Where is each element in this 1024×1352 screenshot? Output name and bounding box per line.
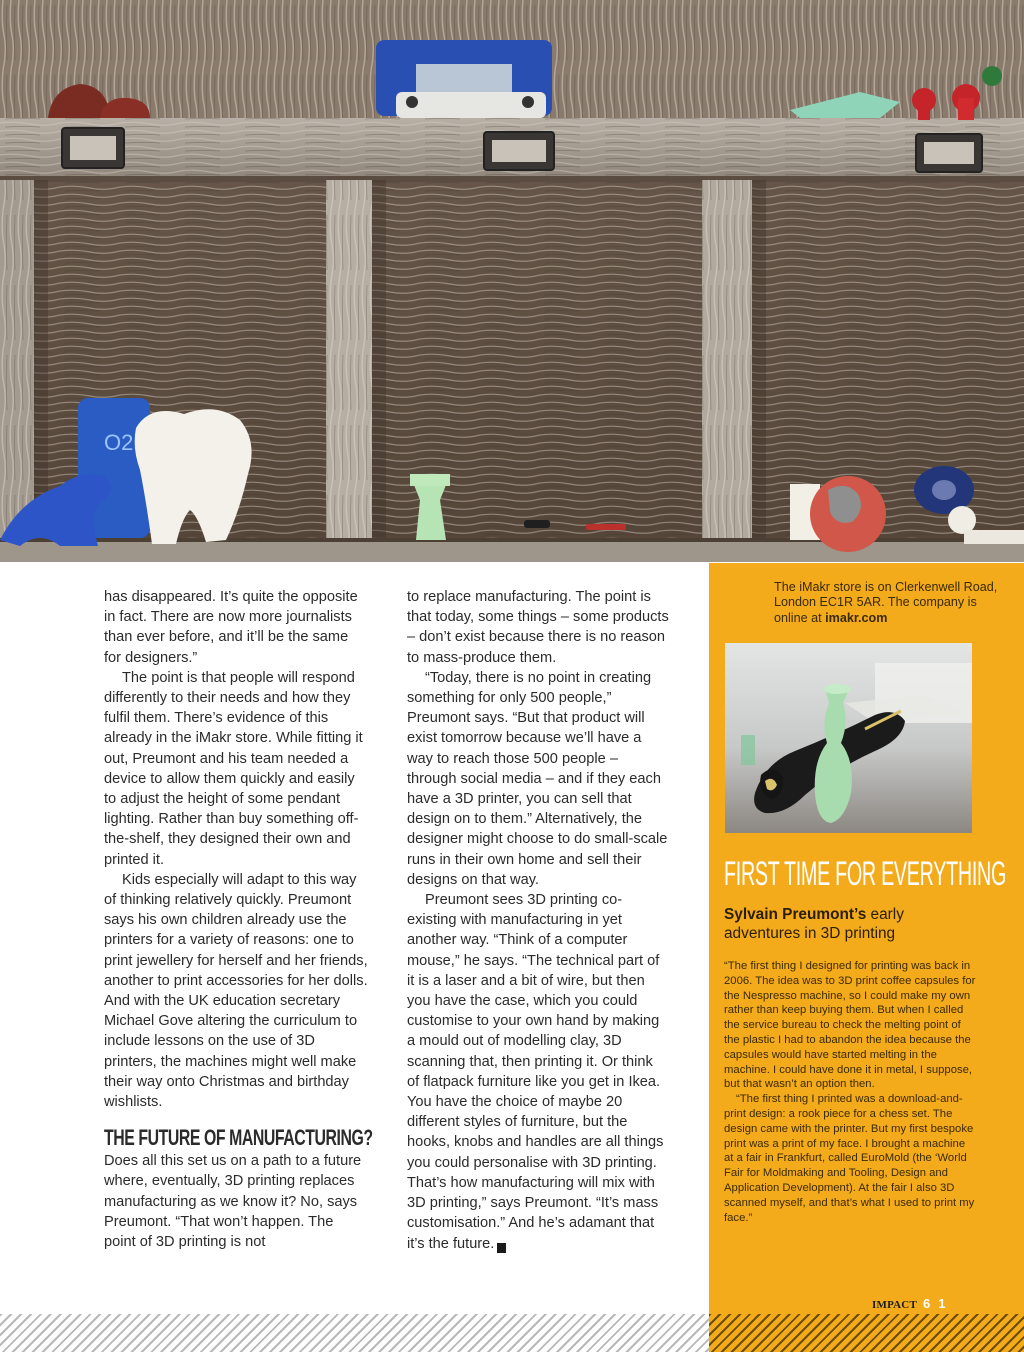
article-paragraph: to replace manufacturing. The point is that today, some things – some products – don’t exist because there is no reason to mass-produce them.	[407, 589, 669, 666]
sidebar-title: FIRST TIME FOR EVERYTHING	[724, 855, 1007, 893]
sidebar-deck-text: early adventures in 3D printing	[724, 906, 904, 942]
article-paragraph: Kids especially will adapt to this way of thinking relatively quickly. Preumont says his own children already use the printers for a variety of reasons: one to print jewellery for herself and her friends, another to print accessories for her dolls. And with the UK education secretary Michael Gove altering the curriculum to include lessons on the use of 3D printers, the machines might well make their way onto Christmas and birthday wishlists.	[104, 871, 368, 1111]
caption-link[interactable]: imakr.com	[825, 610, 888, 625]
sidebar-body	[724, 959, 976, 1225]
sidebar-panel	[709, 563, 1024, 1352]
article-paragraph-text: Preumont sees 3D printing co-existing with manufacturing in yet another way. “Think of a computer mouse,” he says. “The technical part of it is a laser and a bit of wire, but then you have the case, which you could customise to your own hand by making a mould out of modelling clay, 3D scanning that, then printing it. Or think of flatpack furniture like you get in Ikea. You have the choice of maybe 20 different styles of furniture, but the hooks, knobs and handles are all things you could personalise with 3D printing. That’s how manufacturing will mix with 3D printing,” says Preumont. “It’s mass customisation.” And he’s adamant that it’s the future.	[407, 892, 664, 1252]
article-column-2	[407, 587, 669, 1254]
sidebar-deck-name: Sylvain Preumont’s	[724, 906, 867, 923]
footer-hatch-pattern	[0, 1314, 709, 1352]
article-subhead: THE FUTURE OF MANUFACTURING?	[104, 1125, 373, 1151]
caption-text: The iMakr store is on Clerkenwell Road, London EC1R 5AR. The company is online at	[774, 580, 998, 625]
article-column-1	[104, 587, 373, 1252]
end-mark-icon: I	[497, 1243, 506, 1253]
phone-case-label: O2	[104, 430, 134, 455]
page-number: 61	[923, 1296, 954, 1311]
page-folio	[872, 1296, 953, 1311]
sidebar-paragraph: “The first thing I designed for printing was back in 2006. The idea was to 3D print coffee capsules for the Nespresso machine, so I could make my own rather than keep buying them. But when I called the service bureau to check the melting point of the plastic I had to abandon the idea because the capsules would have started melting in the machine. I could have done it in metal, I suppose, but that wasn’t an option then.	[724, 960, 976, 1091]
sidebar-photo	[725, 643, 972, 833]
article-paragraph: Does all this set us on a path to a future where, eventually, 3D printing replaces manufacturing as we know it? No, says Preumont. “That won’t happen. The point of 3D printing is not	[104, 1153, 362, 1251]
sidebar-paragraph: “The first thing I printed was a download-and-print design: a rook piece for a chess set. The design came with the printer. But my first bespoke print was a print of my face. I brought a machine at a fair in Frankfurt, called EuroMold (the ‘World Fair for Moldmaking and Tooling, Design and Application Development). At the fair I also 3D scanned myself, and that’s what I used to print my face.”	[724, 1093, 975, 1224]
article-paragraph: has disappeared. It’s quite the opposite in fact. There are now more journalists than ever before, and it’ll be the same for designers.”	[104, 589, 358, 666]
photo-caption	[774, 580, 1004, 626]
hero-photo	[0, 0, 1024, 562]
article-paragraph-last	[407, 890, 669, 1254]
article-paragraph: “Today, there is no point in creating something for only 500 people,” Preumont says. “But that product will exist tomorrow because we’ll have a way to reach those 500 people – through social media – and if they each have a 3D printer, you can sell that design on to them.” Alternatively, the designer might choose to do small-scale runs in their own home and sell their designs on that way.	[407, 669, 668, 888]
footer-hatch-pattern-sidebar	[709, 1314, 1024, 1352]
article-paragraph: The point is that people will respond differently to their needs and how they fulfil them. There’s evidence of this already in the iMakr store. While fitting it out, Preumont and his team needed a device to allow them quickly and easily to adjust the height of some pendant lighting. Rather than buy something off-the-shelf, they designed their own and printed it.	[104, 669, 363, 868]
magazine-name: IMPACT	[872, 1299, 917, 1311]
sidebar-deck	[724, 905, 984, 943]
